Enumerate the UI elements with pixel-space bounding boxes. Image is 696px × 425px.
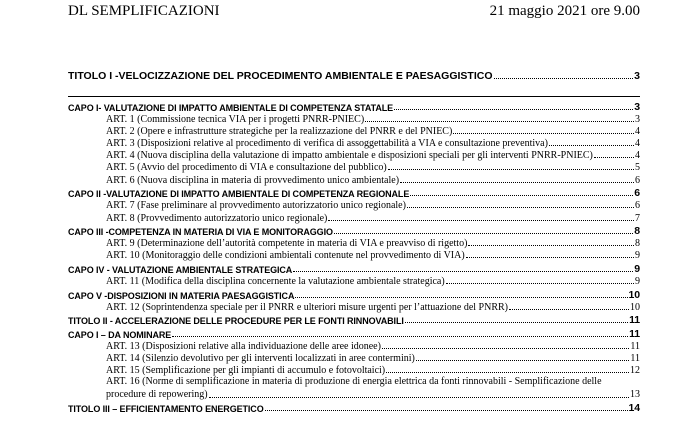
dot-leader xyxy=(509,309,629,310)
toc-entry-label: CAPO I- VALUTAZIONE DI IMPATTO AMBIENTALE DI COMPETENZA STATALE xyxy=(68,102,394,113)
toc-art-6[interactable] xyxy=(68,173,640,185)
dot-leader xyxy=(334,233,633,234)
toc-entry-label-line-1: ART. 16 (Norme di semplificazione in materia di produzione di energia elettrica da fonti rinnovabili - Semplificazione delle xyxy=(106,376,602,388)
toc-entry-label: TITOLO II - ACCELERAZIONE DELLE PROCEDURE PER LE FONTI RINNOVABILI xyxy=(68,316,404,327)
toc-art-16[interactable] xyxy=(68,376,640,400)
toc-entry-label: ART. 5 (Avvio del procedimento di VIA e consultazione del pubblico) xyxy=(106,162,387,174)
dot-leader xyxy=(388,169,634,170)
toc-entry-label: ART. 3 (Disposizioni relative al procedimento di verifica di assoggettabilità a VIA e consultazione preventiva) xyxy=(106,138,548,150)
toc-art-11[interactable] xyxy=(68,275,640,287)
toc-page-number: 11 xyxy=(630,340,640,352)
table-of-contents xyxy=(68,68,640,414)
dot-leader xyxy=(466,257,634,258)
toc-entry-label: CAPO II -VALUTAZIONE DI IMPATTO AMBIENTALE DI COMPETENZA REGIONALE xyxy=(68,189,410,200)
toc-page-number: 8 xyxy=(634,225,640,237)
toc-capo-4[interactable] xyxy=(68,261,640,275)
toc-page-number: 8 xyxy=(635,238,640,250)
toc-art-12[interactable] xyxy=(68,301,640,313)
toc-page-number: 6 xyxy=(634,187,640,200)
dot-leader xyxy=(549,145,634,146)
toc-page-number: 9 xyxy=(634,262,640,275)
toc-entry-label: ART. 4 (Nuova disciplina della valutazione di impatto ambientale e disposizioni speciali per gli interventi PNRR-PNIEC) xyxy=(106,150,593,162)
toc-entry-label: ART. 8 (Provvedimento autorizzatorio unico regionale) xyxy=(106,212,328,224)
toc-page-number: 10 xyxy=(628,288,640,301)
toc-art-1[interactable] xyxy=(68,113,640,125)
toc-art-5[interactable] xyxy=(68,161,640,173)
toc-page-number: 9 xyxy=(635,250,640,262)
header-title: DL SEMPLIFICAZIONI xyxy=(68,3,220,19)
dot-leader xyxy=(172,336,628,337)
toc-art-15[interactable] xyxy=(68,364,640,376)
toc-capo-1[interactable] xyxy=(68,99,640,113)
toc-entry-label: ART. 6 (Nuova disciplina in materia di provvedimento unico ambientale) xyxy=(106,174,400,186)
toc-art-9[interactable] xyxy=(68,237,640,249)
dot-leader xyxy=(386,372,629,373)
toc-entry-label: ART. 13 (Disposizioni relative alla individuazione delle aree idonee) xyxy=(106,340,381,352)
toc-capo-1b[interactable] xyxy=(68,326,640,340)
toc-entry-label: ART. 15 (Semplificazione per gli impianti di accumulo e fotovoltaici) xyxy=(106,365,386,377)
dot-leader xyxy=(365,121,634,122)
header-date: 21 maggio 2021 ore 9.00 xyxy=(489,3,640,19)
toc-page-number: 12 xyxy=(630,365,640,377)
toc-page-number: 3 xyxy=(635,113,640,125)
toc-page-number: 13 xyxy=(630,388,640,400)
dot-leader xyxy=(453,133,634,134)
toc-page-number: 4 xyxy=(635,138,640,150)
toc-titolo-3[interactable] xyxy=(68,401,640,415)
dot-leader xyxy=(400,182,634,183)
dot-leader xyxy=(295,297,627,298)
dot-leader xyxy=(468,245,634,246)
dot-leader xyxy=(209,397,629,398)
toc-page-number: 11 xyxy=(629,314,640,327)
toc-art-14[interactable] xyxy=(68,352,640,364)
toc-entry-label: CAPO V -DISPOSIZIONI IN MATERIA PAESAGGISTICA xyxy=(68,290,295,301)
toc-entry-label: TITOLO I -VELOCIZZAZIONE DEL PROCEDIMENTO AMBIENTALE E PAESAGGISTICO xyxy=(68,70,493,82)
dot-leader xyxy=(394,109,633,110)
dot-leader xyxy=(494,78,634,79)
dot-leader xyxy=(446,283,634,284)
toc-titolo-1[interactable] xyxy=(68,68,640,82)
dot-leader xyxy=(410,195,633,196)
toc-art-7[interactable] xyxy=(68,199,640,211)
toc-entry-label: ART. 14 (Silenzio devolutivo per gli interventi localizzati in aree contermini) xyxy=(106,353,415,365)
toc-page-number: 10 xyxy=(630,301,640,313)
toc-page-number: 6 xyxy=(635,174,640,186)
toc-art-13[interactable] xyxy=(68,340,640,352)
document-header xyxy=(68,3,640,21)
toc-entry-label: ART. 11 (Modifica della disciplina concernente la valutazione ambientale strategica) xyxy=(106,276,445,288)
toc-entry-label: CAPO IV - VALUTAZIONE AMBIENTALE STRATEGICA xyxy=(68,264,293,275)
dot-leader xyxy=(328,220,634,221)
toc-capo-3[interactable] xyxy=(68,224,640,238)
toc-page-number: 6 xyxy=(635,200,640,212)
toc-page-number: 7 xyxy=(635,212,640,224)
toc-art-10[interactable] xyxy=(68,249,640,261)
toc-art-2[interactable] xyxy=(68,125,640,137)
toc-capo-5[interactable] xyxy=(68,287,640,301)
toc-page-number: 14 xyxy=(628,402,640,415)
toc-entry-label: CAPO III -COMPETENZA IN MATERIA DI VIA E MONITORAGGIO xyxy=(68,227,333,237)
dot-leader xyxy=(265,410,628,411)
toc-entry-label: ART. 12 (Soprintendenza speciale per il PNRR e ulteriori misure urgenti per l’attuazione del PNRR) xyxy=(106,301,508,313)
toc-art-3[interactable] xyxy=(68,137,640,149)
toc-entry-label: ART. 9 (Determinazione dell’autorità competente in materia di VIA e preavviso di rigetto) xyxy=(106,238,468,250)
toc-page-number: 9 xyxy=(635,276,640,288)
toc-page-number: 4 xyxy=(635,150,640,162)
toc-art-8[interactable] xyxy=(68,211,640,223)
dot-leader xyxy=(405,322,628,323)
dot-leader xyxy=(382,348,629,349)
dot-leader xyxy=(293,271,633,272)
toc-entry-label: ART. 2 (Opere e infrastrutture strategiche per la realizzazione del PNRR e del PNIEC) xyxy=(106,125,453,137)
toc-entry-label: TITOLO III – EFFICIENTAMENTO ENERGETICO xyxy=(68,404,264,415)
toc-page-number: 3 xyxy=(634,70,640,82)
toc-entry-label: ART. 7 (Fase preliminare al provvedimento autorizzatorio unico regionale) xyxy=(106,200,406,212)
toc-page-number: 11 xyxy=(629,327,640,340)
toc-page-number: 5 xyxy=(635,162,640,174)
toc-entry-label: ART. 1 (Commissione tecnica VIA per i progetti PNRR-PNIEC) xyxy=(106,113,365,125)
toc-entry-label-line-2: procedure di repowering) xyxy=(106,388,208,400)
toc-entry-label: ART. 10 (Monitoraggio delle condizioni ambientali contenute nel provvedimento di VIA) xyxy=(106,250,465,262)
toc-art-4[interactable] xyxy=(68,149,640,161)
dot-leader xyxy=(407,207,634,208)
toc-page-number: 4 xyxy=(635,125,640,137)
toc-titolo-2[interactable] xyxy=(68,313,640,327)
toc-capo-2[interactable] xyxy=(68,186,640,200)
toc-entry-label: CAPO I – DA NOMINARE xyxy=(68,329,172,340)
dot-leader xyxy=(416,360,630,361)
toc-page-number: 3 xyxy=(634,100,640,113)
dot-leader xyxy=(594,157,634,158)
divider xyxy=(68,96,640,97)
toc-page-number: 11 xyxy=(630,353,640,365)
